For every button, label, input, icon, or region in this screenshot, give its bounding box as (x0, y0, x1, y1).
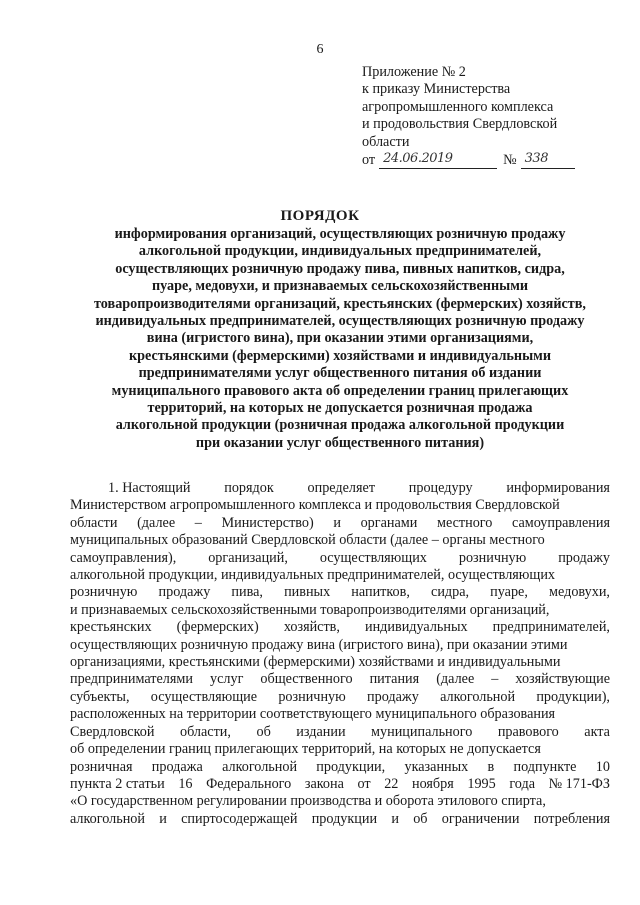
subtitle-line: осуществляющих розничную продажу пива, пивных напитков, сидра, (115, 260, 565, 277)
subtitle-line: товаропроизводителями организаций, крестьянских (фермерских) хозяйств, (94, 295, 586, 312)
body-line (70, 811, 610, 828)
subtitle-line: предпринимателями услуг общественного питания об издании (138, 365, 542, 382)
body-word: муниципальных образований Свердловской области (далее – органы местного (70, 532, 545, 549)
appendix-line: агропромышленного комплекса (362, 98, 554, 115)
body-word: алкогольной (222, 758, 298, 775)
body-word: и (391, 810, 399, 827)
document-title: ПОРЯДОК (280, 208, 360, 224)
body-word: 1. Настоящий (108, 480, 191, 496)
body-word: продукции, (316, 758, 386, 775)
body-word: органами (360, 514, 418, 531)
body-word: в (487, 758, 495, 775)
body-word: осуществляющих розничную продажу вина (игристого вина), при оказании этими (70, 636, 568, 653)
body-word: и признаваемых сельскохозяйственными товаропроизводителями организаций, (70, 601, 550, 618)
body-word: алкогольной (70, 810, 145, 827)
body-line (70, 532, 610, 549)
body-word: подпункте (513, 758, 577, 775)
body-word: – (491, 671, 499, 688)
appendix-line: к приказу Министерства (362, 81, 511, 98)
order-date-number-line (362, 152, 612, 169)
body-word: самоуправления), (70, 549, 177, 566)
body-word: продажу (367, 688, 419, 705)
body-word: организациями, крестьянскими (фермерскими) хозяйствами и индивидуальными (70, 654, 561, 671)
body-word: расположенных на территории соответствующего муниципального образования (70, 706, 556, 723)
body-line (70, 567, 610, 584)
body-word: Министерством агропромышленного комплекса и продовольствия Свердловской (70, 497, 560, 514)
body-line (70, 706, 610, 723)
body-word: 10 (595, 758, 610, 775)
body-word: организаций, (208, 549, 288, 566)
body-word: общественного (260, 671, 353, 688)
body-line (70, 602, 610, 619)
body-word: об (256, 723, 271, 740)
body-word: 1995 (467, 775, 496, 792)
body-line (70, 619, 610, 636)
body-word: ноября (411, 775, 454, 792)
body-line (70, 776, 610, 793)
order-number-handwritten: 338 (524, 151, 548, 167)
body-word: напитков, (351, 584, 410, 601)
body-word: определяет (307, 480, 376, 496)
body-word: алкогольной продукции, индивидуальных предпринимателей, осуществляющих (70, 567, 556, 584)
subtitle-line: индивидуальных предпринимателей, осуществляющих розничную продажу (95, 313, 585, 330)
body-word: продажу (158, 584, 211, 601)
body-word: крестьянских (70, 619, 152, 636)
body-word: пуаре, (490, 584, 528, 601)
body-word: от (357, 775, 371, 792)
body-word: 16 (178, 775, 193, 792)
order-date-handwritten: 24.06.2019 (383, 151, 453, 167)
body-word: указанных (404, 758, 469, 775)
body-word: (далее (436, 671, 475, 688)
subtitle-line: вина (игристого вина), при оказании этими организациями, (146, 330, 534, 347)
body-line (70, 671, 610, 688)
subtitle-line: пуаре, медовухи, и признаваемых сельскохозяйственными (151, 278, 529, 295)
body-word: и (159, 810, 167, 827)
subtitle-line: крестьянскими (фермерскими) хозяйствами и индивидуальными (128, 347, 552, 364)
body-line (70, 550, 610, 567)
order-number-field (521, 152, 575, 169)
body-word: медовухи, (549, 584, 610, 601)
subtitle-line: муниципального правового акта об определении границ прилегающих (111, 382, 569, 399)
body-line (70, 793, 610, 810)
body-word: продукции), (536, 688, 610, 705)
body-word: хозяйствующие (515, 671, 610, 688)
body-word: издании (296, 723, 346, 740)
body-word: продукции (311, 810, 378, 827)
body-word: порядок (224, 480, 274, 496)
body-line (70, 584, 610, 601)
body-word: предпринимателями (70, 671, 193, 688)
appendix-block (362, 64, 612, 169)
body-word: муниципального (371, 723, 473, 740)
subtitle-line: территорий, на которых не допускается розничная продажа (147, 400, 533, 417)
body-line (70, 759, 610, 776)
body-word: услуг (210, 671, 244, 688)
body-word: местного (436, 514, 493, 531)
appendix-line: Приложение № 2 (362, 64, 466, 80)
appendix-line: области (362, 133, 410, 150)
order-date-field (379, 152, 497, 169)
body-word: сидра, (431, 584, 470, 601)
body-line (70, 480, 610, 497)
body-word: Федерального (206, 775, 292, 792)
body-word: процедуру (408, 480, 473, 496)
body-word: акта (584, 723, 610, 740)
body-word: закона (304, 775, 344, 792)
body-word: алкогольной (440, 688, 516, 705)
body-line (70, 497, 610, 514)
document-subtitle (70, 226, 610, 452)
body-word: информирования (506, 480, 610, 496)
body-word: и (333, 514, 341, 531)
appendix-line: и продовольствия Свердловской (362, 116, 558, 133)
body-word: осуществляющих (319, 549, 427, 566)
body-word: об (413, 810, 428, 827)
body-word: продажу (558, 549, 610, 566)
body-word: предпринимателей, (492, 619, 610, 636)
body-word: пива, (231, 584, 263, 601)
body-word: № 171-ФЗ (548, 775, 610, 792)
body-word: потребления (533, 810, 610, 827)
body-line (70, 741, 610, 758)
body-word: ограничении (441, 810, 520, 827)
body-line (70, 515, 610, 532)
body-word: осуществляющие (150, 688, 258, 705)
body-word: Свердловской (70, 723, 155, 740)
body-word: индивидуальных (365, 619, 468, 636)
subtitle-line: алкогольной продукции (розничная продажа алкогольной продукции (115, 417, 565, 434)
body-word: (далее (137, 514, 176, 531)
body-word: (фермерских) (176, 619, 259, 636)
body-word: пивных (284, 584, 331, 601)
body-word: питания (369, 671, 420, 688)
subtitle-line: информирования организаций, осуществляющих розничную продажу (114, 226, 566, 242)
number-label: № (503, 152, 517, 169)
body-word: розничную (70, 584, 138, 601)
body-word: «О государственном регулировании производства и оборота этилового спирта, (70, 793, 546, 810)
body-word: розничную (278, 688, 346, 705)
from-label: от (362, 152, 376, 169)
body-word: – (194, 514, 202, 531)
body-word: хозяйств, (283, 619, 340, 636)
body-word: розничная (70, 758, 133, 775)
body-word: розничную (458, 549, 527, 566)
body-word: области (70, 514, 118, 531)
body-paragraph (70, 480, 610, 828)
body-word: продажа (151, 758, 203, 775)
body-word: области, (179, 723, 231, 740)
body-line (70, 689, 610, 706)
page-number: 6 (316, 42, 324, 57)
body-word: года (509, 775, 535, 792)
body-word: 22 (384, 775, 399, 792)
body-word: самоуправления (512, 514, 610, 531)
body-word: правового (497, 723, 559, 740)
subtitle-line: алкогольной продукции, индивидуальных предпринимателей, (138, 243, 542, 260)
body-word: об определении границ прилегающих территорий, на которых не допускается (70, 741, 541, 758)
body-word: спиртосодержащей (181, 810, 298, 827)
body-word: пункта 2 статьи (70, 775, 165, 792)
body-word: субъекты, (70, 688, 130, 705)
body-line (70, 637, 610, 654)
body-word: Министерство) (221, 514, 314, 531)
subtitle-line: при оказании услуг общественного питания) (195, 434, 485, 451)
body-line (70, 654, 610, 671)
body-line (70, 724, 610, 741)
